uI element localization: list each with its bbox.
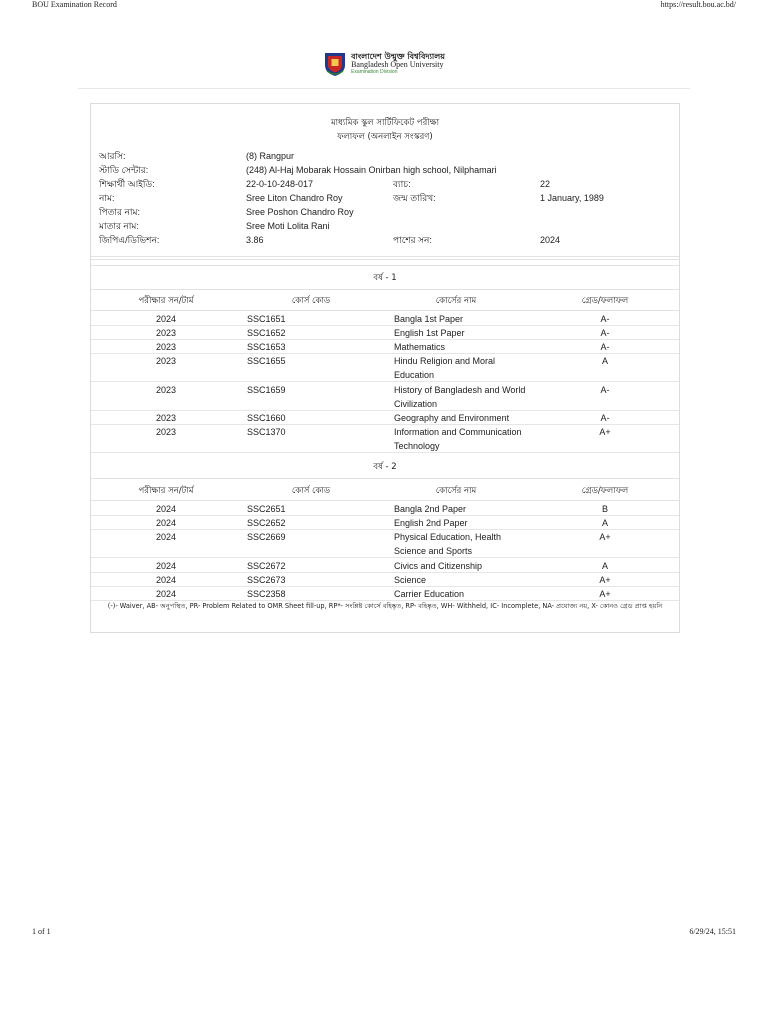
grade: A+ bbox=[599, 427, 611, 437]
table-row bbox=[91, 353, 679, 382]
col-header-name: কোর্সের নাম bbox=[435, 486, 477, 496]
table-row bbox=[91, 325, 679, 340]
course-code: SSC2652 bbox=[247, 518, 286, 528]
name-label: নাম: bbox=[99, 193, 115, 203]
course-name: Hindu Religion and Moral Education bbox=[394, 356, 496, 380]
bou-emblem-icon bbox=[323, 51, 347, 77]
exam-year: 2023 bbox=[155, 413, 177, 423]
table-row bbox=[91, 558, 679, 573]
result-subtitle: ফলাফল (অনলাইন সংস্করণ) bbox=[337, 132, 433, 142]
dob-value: 1 January, 1989 bbox=[540, 193, 604, 203]
exam-year: 2023 bbox=[155, 328, 177, 338]
course-code: SSC1655 bbox=[247, 356, 286, 366]
gpa-label: জিপিএ/ডিভিশন: bbox=[99, 235, 160, 245]
grade: B bbox=[601, 504, 608, 514]
course-name: Geography and Environment bbox=[394, 413, 510, 423]
course-code: SSC1653 bbox=[247, 342, 286, 352]
year-1-heading: বর্ষ - 1 bbox=[373, 273, 397, 283]
logo-bangla-name: বাংলাদেশ উন্মুক্ত বিশ্ববিদ্যালয় bbox=[351, 51, 445, 61]
course-code: SSC2358 bbox=[247, 589, 286, 599]
exam-year: 2024 bbox=[155, 504, 177, 514]
grade: A bbox=[601, 356, 608, 366]
grade: A+ bbox=[599, 589, 611, 599]
name-value: Sree Liton Chandro Roy bbox=[246, 193, 343, 203]
course-name: Bangla 1st Paper bbox=[394, 314, 464, 324]
print-timestamp: 6/29/24, 15:51 bbox=[689, 927, 736, 936]
grade: A- bbox=[600, 342, 610, 352]
table-row bbox=[91, 586, 679, 601]
exam-year: 2024 bbox=[155, 314, 177, 324]
course-name: Mathematics bbox=[394, 342, 446, 352]
grade: A bbox=[601, 518, 608, 528]
pass-year-value: 2024 bbox=[540, 235, 561, 245]
table-row bbox=[91, 339, 679, 354]
study-center-label: স্টাডি সেন্টার: bbox=[99, 165, 149, 175]
table-row bbox=[91, 572, 679, 587]
university-logo bbox=[0, 51, 768, 77]
exam-year: 2024 bbox=[155, 532, 177, 542]
grade: A- bbox=[600, 413, 610, 423]
course-name: English 1st Paper bbox=[394, 328, 465, 338]
course-code: SSC1660 bbox=[247, 413, 286, 423]
father-name-label: পিতার নাম: bbox=[99, 207, 140, 217]
course-code: SSC2672 bbox=[247, 561, 286, 571]
exam-year: 2024 bbox=[155, 589, 177, 599]
logo-division: Examination Division bbox=[351, 68, 398, 75]
exam-year: 2024 bbox=[155, 518, 177, 528]
course-code: SSC1659 bbox=[247, 385, 286, 395]
section-divider bbox=[91, 289, 679, 290]
grade: A+ bbox=[599, 532, 611, 542]
exam-year: 2023 bbox=[155, 427, 177, 437]
section-divider bbox=[91, 478, 679, 479]
col-header-grade: গ্রেড/ফলাফল bbox=[581, 296, 629, 306]
col-header-year: পরীক্ষার সন/টার্ম bbox=[138, 296, 194, 306]
info-divider bbox=[91, 259, 679, 260]
course-code: SSC2651 bbox=[247, 504, 286, 514]
course-name: Information and Communication Technology bbox=[394, 427, 522, 451]
print-header-title: BOU Examination Record bbox=[32, 0, 117, 9]
print-page-count: 1 of 1 bbox=[32, 927, 51, 936]
table-row bbox=[91, 529, 679, 558]
course-name: Science bbox=[394, 575, 427, 585]
table-row bbox=[91, 501, 679, 516]
print-header-url: https://result.bou.ac.bd/ bbox=[660, 0, 736, 9]
info-divider bbox=[91, 256, 679, 257]
year-2-heading: বর্ষ - 2 bbox=[373, 462, 397, 472]
course-code: SSC1651 bbox=[247, 314, 286, 324]
course-code: SSC1652 bbox=[247, 328, 286, 338]
grade: A- bbox=[600, 314, 610, 324]
table-row bbox=[91, 382, 679, 411]
exam-year: 2023 bbox=[155, 342, 177, 352]
header-divider bbox=[78, 88, 690, 89]
course-code: SSC2673 bbox=[247, 575, 286, 585]
grade: A bbox=[601, 561, 608, 571]
study-center-value: (248) Al-Haj Mobarak Hossain Onirban high school, Nilphamari bbox=[246, 165, 497, 175]
course-name: English 2nd Paper bbox=[394, 518, 468, 528]
mother-name-label: মাতার নাম: bbox=[99, 221, 139, 231]
col-header-code: কোর্স কোড bbox=[291, 486, 331, 496]
grade: A- bbox=[600, 385, 610, 395]
course-code: SSC2669 bbox=[247, 532, 286, 542]
pass-year-label: পাশের সন: bbox=[393, 235, 432, 245]
grade-legend-note: (-)- Waiver, AB- অনুপস্থিত, PR- Problem Related to OMR Sheet fill-up, RP*- সংশ্লিষ্ট কোর্সে বহিষ্কৃত, RP- বহিষ্কৃত, WH- Withheld, IC- Incomplete, NA- প্রযোজ্য নয়, X- কোনও গ্রেড প্রাপ্ত হয়নি bbox=[107, 602, 663, 610]
dob-label: জন্ম তারিখ: bbox=[393, 193, 436, 203]
exam-year: 2024 bbox=[155, 575, 177, 585]
grade: A+ bbox=[599, 575, 611, 585]
table-row bbox=[91, 311, 679, 326]
mother-name-value: Sree Moti Lolita Rani bbox=[246, 221, 330, 231]
student-id-value: 22-0-10-248-017 bbox=[246, 179, 314, 189]
course-name: Bangla 2nd Paper bbox=[394, 504, 467, 514]
table-row bbox=[91, 515, 679, 530]
batch-label: ব্যাচ: bbox=[393, 179, 411, 189]
result-card bbox=[90, 103, 680, 633]
info-divider bbox=[91, 265, 679, 266]
table-row bbox=[91, 424, 679, 453]
exam-year: 2023 bbox=[155, 356, 177, 366]
gpa-value: 3.86 bbox=[246, 235, 264, 245]
father-name-value: Sree Poshon Chandro Roy bbox=[246, 207, 354, 217]
logo-english-name: Bangladesh Open University bbox=[351, 60, 444, 70]
table-row bbox=[91, 410, 679, 425]
course-name: Carrier Education bbox=[394, 589, 465, 599]
grade: A- bbox=[600, 328, 610, 338]
col-header-grade: গ্রেড/ফলাফল bbox=[581, 486, 629, 496]
col-header-name: কোর্সের নাম bbox=[435, 296, 477, 306]
course-name: Civics and Citizenship bbox=[394, 561, 483, 571]
course-code: SSC1370 bbox=[247, 427, 286, 437]
course-name: History of Bangladesh and World Civilization bbox=[394, 385, 526, 409]
col-header-code: কোর্স কোড bbox=[291, 296, 331, 306]
exam-year: 2024 bbox=[155, 561, 177, 571]
exam-year: 2023 bbox=[155, 385, 177, 395]
course-name: Physical Education, Health Science and Sports bbox=[394, 532, 502, 556]
batch-value: 22 bbox=[540, 179, 551, 189]
col-header-year: পরীক্ষার সন/টার্ম bbox=[138, 486, 194, 496]
student-id-label: শিক্ষার্থী আইডি: bbox=[99, 179, 155, 189]
rc-label: আরসি: bbox=[99, 151, 126, 161]
exam-title: মাধ্যমিক স্কুল সার্টিফিকেট পরীক্ষা bbox=[330, 118, 440, 128]
rc-value: (8) Rangpur bbox=[246, 151, 295, 161]
